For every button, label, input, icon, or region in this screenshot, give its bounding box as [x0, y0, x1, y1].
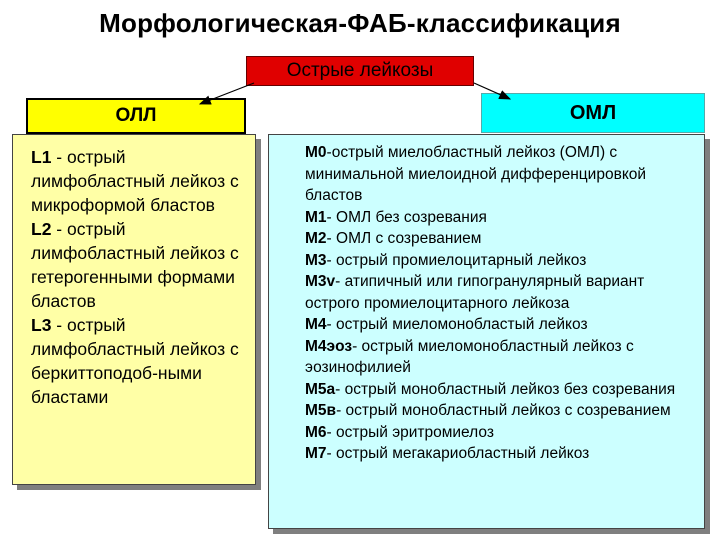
oml-item: М3- острый промиелоцитарный лейкоз: [305, 251, 587, 269]
oml-item: М4- острый миеломонобластый лейкоз: [305, 316, 588, 333]
oll-item: L2 - острый лимфобластный лейкоз с гетерогенными формами бластов: [31, 219, 239, 311]
arrow-to-oml: [474, 83, 510, 99]
page-title: Морфологическая-ФАБ-классификация: [99, 8, 621, 38]
oml-item: М6- острый эритромиелоз: [305, 423, 494, 441]
oml-item: М3v- атипичный или гипогранулярный вариант острого промиелоцитарного лейкоза: [305, 273, 645, 312]
oml-item: М2- ОМЛ с созреванием: [305, 230, 482, 247]
oml-item: М7- острый мегакариобластный лейкоз: [305, 445, 590, 462]
oll-item: L1 - острый лимфобластный лейкоз с микроформой бластов: [31, 147, 239, 215]
oml-header: ОМЛ: [481, 93, 705, 133]
oll-item: L3 - острый лимфобластный лейкоз с беркиттоподоб-ными бластами: [31, 315, 239, 407]
oml-item: М1- ОМЛ без созревания: [305, 208, 487, 226]
oml-item: М5а- острый монобластный лейкоз без созревания: [305, 380, 676, 398]
oll-header: ОЛЛ: [26, 98, 246, 134]
oml-item: М0-острый миелобластный лейкоз (ОМЛ) с минимальной миелоидной дифференцировкой бластов: [305, 144, 647, 204]
oml-item: М4эоз- острый миеломонобластный лейкоз с эозинофилией: [305, 337, 634, 376]
arrow-to-oll: [200, 83, 254, 104]
root-node-acute-leukemia: Острые лейкозы: [246, 56, 474, 86]
oml-item: М5в- острый монобластный лейкоз с созреванием: [305, 402, 671, 419]
